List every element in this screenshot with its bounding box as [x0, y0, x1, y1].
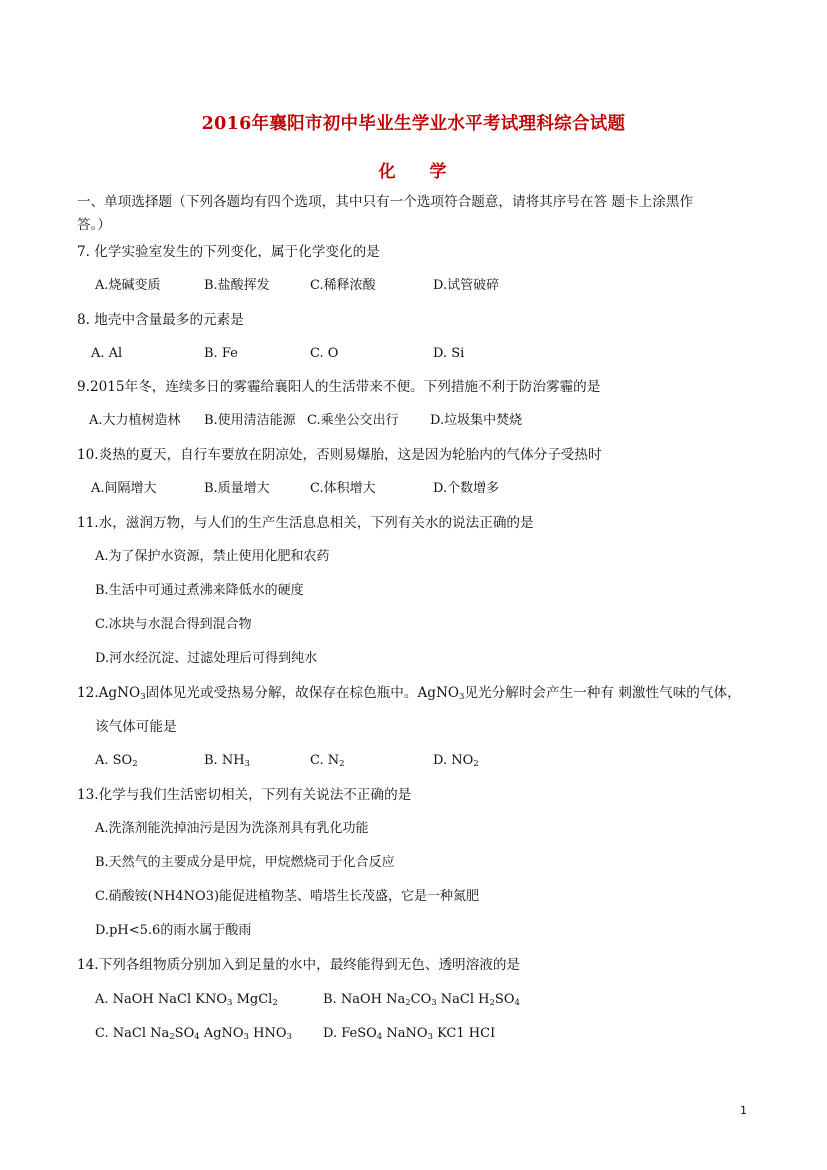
q10-option-c: C.体积增大 [310, 481, 376, 496]
q8-stem: 8. 地壳中含量最多的元素是 [77, 312, 244, 328]
formula-text: D. NO [433, 753, 474, 768]
formula-text: AgNO [199, 1026, 244, 1041]
q7-option-c: C.稀释浓酸 [310, 278, 376, 293]
formula-sub: 2 [169, 1032, 175, 1042]
formula-text: A. SO [95, 753, 133, 768]
q12-option-d [433, 752, 479, 770]
formula-sub: 2 [489, 998, 495, 1008]
q14-option-b [323, 991, 520, 1009]
formula-text: C. NaCl Na [95, 1026, 170, 1041]
q13-stem: 13.化学与我们生活密切相关，下列有关说法不正确的是 [77, 787, 412, 803]
q10-stem: 10.炎热的夏天，自行车要放在阴凉处，否则易爆胎，这是因为轮胎内的气体分子受热时 [77, 447, 602, 463]
q7-option-a: A.烧碱变质 [95, 278, 161, 293]
q9-option-d: D.垃圾集中焚烧 [430, 413, 523, 428]
formula-sub: 2 [272, 998, 278, 1008]
formula-text: MgCl [232, 992, 273, 1007]
q14-option-c [95, 1025, 292, 1043]
section-instruction-line2: 答。） [77, 217, 111, 233]
q8-option-c: C. O [310, 346, 339, 361]
q12-option-a [95, 752, 138, 770]
formula-text: HNO [248, 1026, 287, 1041]
formula-text: SO [174, 1026, 195, 1041]
q11-option-b: B.生活中可通过煮沸来降低水的硬度 [95, 583, 304, 598]
q10-option-d: D.个数增多 [433, 481, 500, 496]
formula-sub: 2 [473, 759, 479, 769]
q12-option-c [310, 752, 345, 770]
q12-stem-line2: 该气体可能是 [95, 719, 177, 735]
q8-option-a: A. Al [91, 346, 123, 361]
q13-option-c: C.硝酸铵(NH4NO3)能促进植物茎、啃塔生长茂盛，它是一种氮肥 [95, 889, 480, 904]
exam-title: 2016年襄阳市初中毕业生学业水平考试理科综合试题 [201, 114, 626, 134]
formula-text: A. NaOH NaCl KNO [95, 992, 228, 1007]
q7-stem: 7. 化学实验室发生的下列变化，属于化学变化的是 [77, 244, 380, 260]
q12-stem-part: 固体见光或受热易分解，故保存在棕色瓶中。AgNO [145, 685, 460, 701]
q8-option-d: D. Si [433, 346, 465, 361]
q11-stem: 11.水，滋润万物，与人们的生产生活息息相关，下列有关水的说法正确的是 [77, 515, 534, 531]
formula-sub: 2 [405, 998, 411, 1008]
q12-option-b [204, 752, 250, 770]
q12-stem [77, 684, 741, 702]
q12-stem-sub: 3 [140, 692, 146, 702]
formula-sub: 2 [339, 759, 345, 769]
formula-text: KC1 HCI [432, 1026, 496, 1041]
q10-option-b: B.质量增大 [204, 481, 270, 496]
subject-heading: 化 学 [378, 162, 461, 182]
q14-option-d [323, 1025, 495, 1043]
formula-sub: 3 [286, 1032, 292, 1042]
formula-text: C. N [310, 753, 340, 768]
section-instruction-line1: 一、单项选择题（下列各题均有四个选项，其中只有一个选项符合题意，请将其序号在答 题卡上涂黑作 [77, 194, 694, 210]
formula-text: NaNO [382, 1026, 428, 1041]
formula-sub: 4 [376, 1032, 383, 1042]
q9-option-c: C.乘坐公交出行 [307, 413, 399, 428]
q10-option-a: A.间隔增大 [91, 481, 157, 496]
q12-stem-part: 12.AgNO [77, 685, 141, 701]
formula-text: B. NaOH Na [323, 992, 406, 1007]
q11-option-c: C.冰块与水混合得到混合物 [95, 617, 252, 632]
q8-option-b: B. Fe [204, 346, 238, 361]
formula-text: CO [410, 992, 432, 1007]
formula-sub: 3 [243, 1032, 249, 1042]
q9-option-a: A.大力植树造林 [89, 413, 181, 428]
formula-sub: 4 [514, 998, 520, 1008]
q9-stem: 9.2015年冬，连续多日的雾霾给襄阳人的生活带来不便。下列措施不利于防治雾霾的是 [77, 379, 601, 395]
formula-sub: 3 [427, 1032, 433, 1042]
page-number: 1 [740, 1104, 747, 1117]
formula-text: B. NH [204, 753, 245, 768]
q13-option-b: B.天然气的主要成分是甲烷，甲烷燃烧司于化合反应 [95, 855, 395, 870]
formula-text: NaCl H [436, 992, 490, 1007]
q13-option-d: D.pH<5.6的雨水属于酸雨 [95, 923, 252, 938]
q12-stem-part: 见光分解时会产生一种有 刺激性气味的气体， [464, 685, 741, 701]
q9-option-b: B.使用清洁能源 [204, 413, 296, 428]
formula-sub: 3 [244, 759, 250, 769]
q14-option-a [95, 991, 278, 1009]
q12-stem-sub: 3 [459, 692, 465, 702]
q13-option-a: A.洗涤剂能洗掉油污是因为洗涤剂具有乳化功能 [95, 821, 369, 836]
q11-option-d: D.河水经沉淀、过滤处理后可得到纯水 [95, 651, 318, 666]
formula-sub: 4 [194, 1032, 200, 1042]
q11-option-a: A.为了保护水资源，禁止使用化肥和农药 [95, 549, 330, 564]
formula-sub: 2 [132, 759, 138, 769]
q14-stem: 14.下列各组物质分别加入到足量的水中，最终能得到无色、透明溶液的是 [77, 957, 521, 973]
q7-option-d: D.试管破碎 [433, 278, 500, 293]
formula-text: D. FeSO [323, 1026, 377, 1041]
formula-sub: 3 [431, 998, 437, 1008]
formula-sub: 3 [227, 998, 233, 1008]
q7-option-b: B.盐酸挥发 [204, 278, 270, 293]
formula-text: SO [494, 992, 515, 1007]
